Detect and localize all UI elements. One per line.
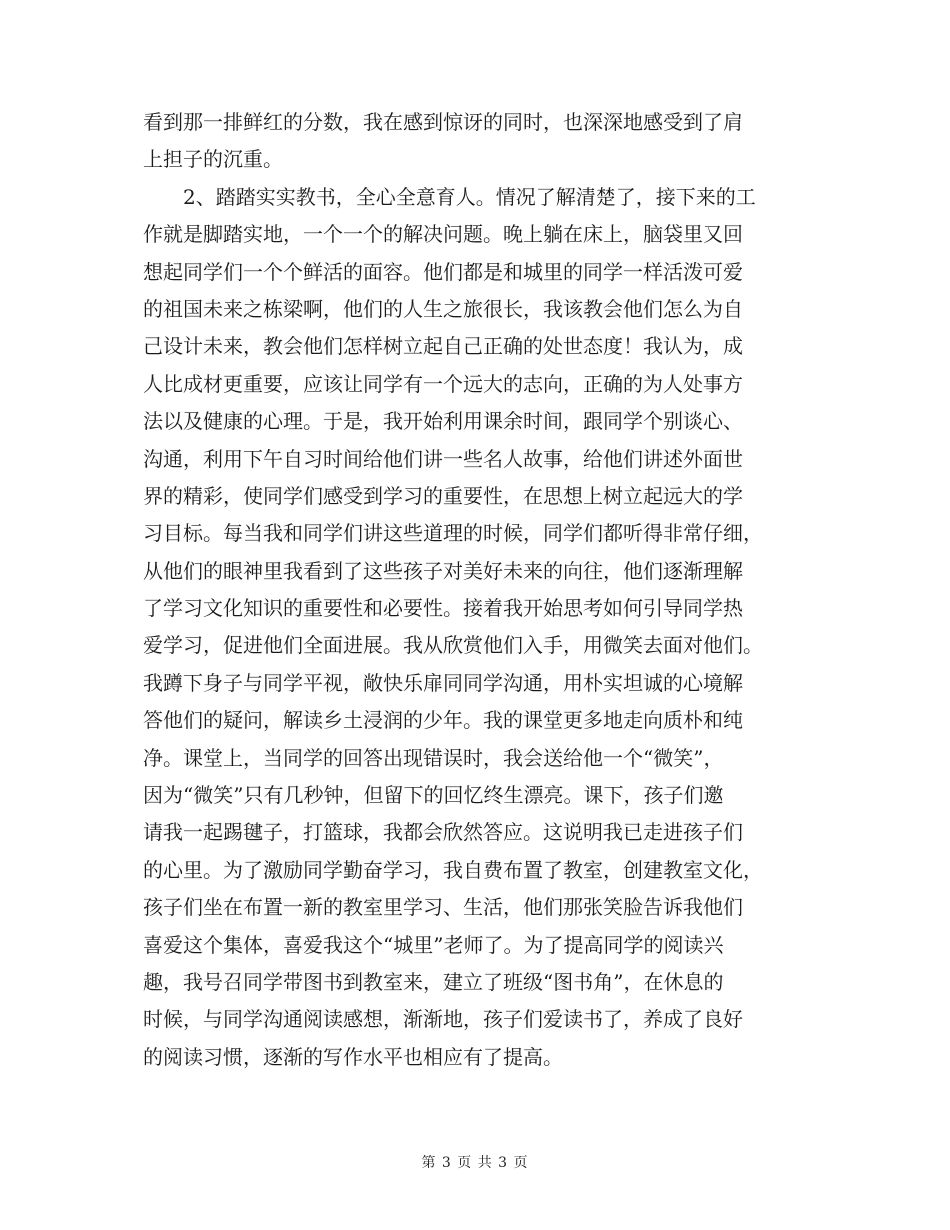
text-line: 爱学习，促进他们全面进展。我从欣赏他们入手，用微笑去面对他们。 <box>143 633 763 658</box>
text-line: 时候，与同学沟通阅读感想，渐渐地，孩子们爱读书了，养成了良好 <box>143 1007 743 1032</box>
text-line: 趣，我号召同学带图书到教室来，建立了班级“图书角”，在休息的 <box>143 969 724 994</box>
text-line: 我蹲下身子与同学平视，敞快乐扉同同学沟通，用朴实坦诚的心境解 <box>143 670 743 695</box>
text-line: 喜爱这个集体，喜爱我这个“城里”老师了。为了提高同学的阅读兴 <box>143 932 724 957</box>
text-line: 请我一起踢毽子，打篮球，我都会欣然答应。这说明我已走进孩子们 <box>143 820 743 845</box>
text-line: 己设计未来，教会他们怎样树立起自己正确的处世态度！我认为，成 <box>143 334 743 359</box>
text-line: 看到那一排鲜红的分数，我在感到惊讶的同时，也深深地感受到了肩 <box>143 110 743 134</box>
text-line: 习目标。每当我和同学们讲这些道理的时候，同学们都听得非常仔细， <box>143 521 763 546</box>
text-line: 沟通，利用下午自习时间给他们讲一些名人故事，给他们讲述外面世 <box>143 446 743 471</box>
text-line: 的祖国未来之栋梁啊，他们的人生之旅很长，我该教会他们怎么为自 <box>143 296 743 321</box>
text-line: 了学习文化知识的重要性和必要性。接着我开始思考如何引导同学热 <box>143 596 743 621</box>
text-line: 法以及健康的心理。于是，我开始利用课余时间，跟同学个别谈心、 <box>143 409 743 434</box>
text-line: 的心里。为了激励同学勤奋学习，我自费布置了教室，创建教室文化， <box>143 857 763 882</box>
text-line: 人比成材更重要，应该让同学有一个远大的志向，正确的为人处事方 <box>143 371 743 396</box>
text-line: 想起同学们一个个鲜活的面容。他们都是和城里的同学一样活泼可爱 <box>143 259 743 284</box>
text-line: 界的精彩，使同学们感受到学习的重要性，在思想上树立起远大的学 <box>143 483 743 508</box>
body-text <box>143 104 843 1076</box>
text-line: 从他们的眼神里我看到了这些孩子对美好未来的向往，他们逐渐理解 <box>143 558 743 583</box>
page-number: 第 3 页 共 3 页 <box>421 1155 529 1171</box>
text-line: 净。课堂上，当同学的回答出现错误时，我会送给他一个“微笑”， <box>143 745 724 770</box>
text-line: 答他们的疑问，解读乡土浸润的少年。我的课堂更多地走向质朴和纯 <box>143 708 743 733</box>
text-line: 作就是脚踏实地，一个一个的解决问题。晚上躺在床上，脑袋里又回 <box>143 222 743 247</box>
text-line: 因为“微笑”只有几秒钟，但留下的回忆终生漂亮。课下，孩子们邀 <box>143 783 724 808</box>
text-line: 孩子们坐在布置一新的教室里学习、生活，他们那张笑脸告诉我他们 <box>143 895 743 920</box>
text-line: 2、踏踏实实教书，全心全意育人。情况了解清楚了，接下来的工 <box>143 184 756 209</box>
text-line: 的阅读习惯，逐渐的写作水平也相应有了提高。 <box>143 1044 563 1069</box>
text-line: 上担子的沉重。 <box>143 147 283 172</box>
